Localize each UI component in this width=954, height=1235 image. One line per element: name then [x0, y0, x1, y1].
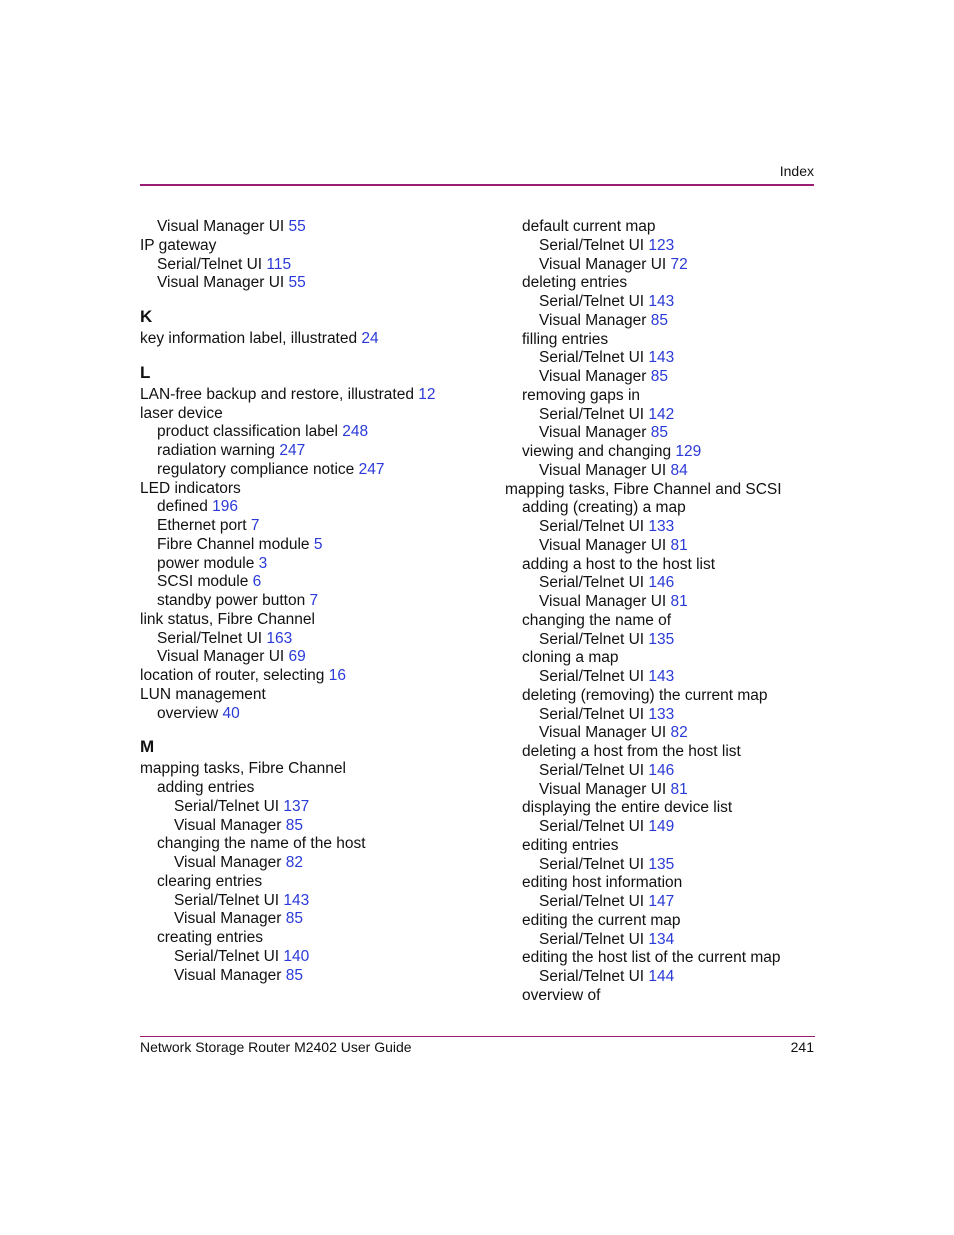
- index-entry-term: changing the name of: [522, 611, 672, 629]
- index-entry: [140, 461, 480, 480]
- index-entry-term: Visual Manager UI: [157, 274, 285, 292]
- index-entry-term: Serial/Telnet UI: [539, 968, 645, 985]
- index-entry: [140, 630, 480, 649]
- index-entry-term: filling entries: [522, 330, 609, 348]
- index-entry-term: Visual Manager: [174, 966, 282, 984]
- index-entry: [140, 405, 480, 424]
- index-page-link[interactable]: 81: [670, 593, 688, 610]
- index-entry: [505, 593, 835, 612]
- index-entry-term: overview: [157, 704, 219, 722]
- index-entry: [505, 556, 835, 575]
- header-rule: [140, 184, 814, 186]
- index-entry: [140, 873, 480, 892]
- index-entry: [140, 854, 480, 873]
- index-entry-term: Serial/Telnet UI: [539, 761, 645, 779]
- index-entry-term: Serial/Telnet UI: [539, 405, 645, 423]
- index-entry: [140, 274, 480, 293]
- index-entry: [505, 762, 835, 781]
- index-entry: [505, 368, 835, 387]
- index-entry-term: creating entries: [157, 929, 263, 946]
- index-entry: [140, 892, 480, 911]
- index-entry-term: Serial/Telnet UI: [157, 255, 263, 273]
- index-entry-term: editing host information: [522, 874, 683, 892]
- index-entry-term: displaying the entire device list: [522, 799, 733, 817]
- footer-document-title: Network Storage Router M2402 User Guide: [140, 1039, 412, 1055]
- index-entry-term: SCSI module: [157, 573, 249, 591]
- index-page-link[interactable]: 144: [648, 968, 675, 985]
- index-page-link[interactable]: 248: [342, 423, 369, 441]
- index-entry: [505, 274, 835, 293]
- index-page-link[interactable]: 85: [650, 368, 668, 385]
- index-entry: [140, 779, 480, 798]
- index-entry-term: IP gateway: [140, 236, 217, 254]
- index-entry: [505, 743, 835, 762]
- index-entry: [140, 555, 480, 574]
- index-page-link[interactable]: 135: [648, 855, 675, 873]
- index-entry: [505, 874, 835, 893]
- index-entry: [505, 706, 835, 725]
- index-entry-term: removing gaps in: [522, 386, 641, 404]
- index-entry: [505, 631, 835, 650]
- index-entry: [505, 799, 835, 818]
- index-entry-term: key information label, illustrated: [140, 330, 358, 347]
- index-entry-term: LED indicators: [140, 479, 241, 497]
- index-entry: [505, 856, 835, 875]
- index-page-link[interactable]: 16: [328, 667, 346, 684]
- index-entry-term: editing entries: [522, 836, 619, 854]
- index-entry: [140, 573, 480, 592]
- index-entry-term: Visual Manager UI: [157, 218, 285, 235]
- index-entry-term: Visual Manager UI: [157, 648, 285, 666]
- index-page-link[interactable]: 129: [675, 443, 702, 460]
- index-entry: [505, 499, 835, 518]
- index-entry-term: regulatory compliance notice: [157, 460, 355, 478]
- index-entry: [505, 293, 835, 312]
- index-entry-term: Fibre Channel module: [157, 535, 310, 553]
- index-entry: [505, 256, 835, 275]
- index-entry: [140, 948, 480, 967]
- index-page-link[interactable]: 143: [283, 891, 310, 909]
- index-page-link[interactable]: 82: [670, 724, 688, 742]
- index-entry: [140, 686, 480, 705]
- index-entry-term: link status, Fibre Channel: [140, 610, 315, 628]
- index-page-link[interactable]: 81: [670, 536, 688, 554]
- index-entry: [505, 237, 835, 256]
- index-entry-term: Visual Manager UI: [539, 724, 667, 742]
- index-entry-term: adding a host to the host list: [522, 555, 716, 573]
- index-entry: [505, 218, 835, 237]
- index-entry-term: Visual Manager: [174, 816, 282, 834]
- index-letter-heading: M: [140, 737, 155, 757]
- index-entry: [505, 462, 835, 481]
- index-page-link[interactable]: 85: [285, 816, 303, 834]
- index-entry-term: Visual Manager: [539, 368, 647, 385]
- index-page-link[interactable]: 146: [648, 574, 675, 592]
- index-page-link[interactable]: 72: [670, 255, 688, 273]
- index-entry: [505, 312, 835, 331]
- index-entry-term: Visual Manager: [174, 854, 282, 871]
- index-entry-term: Serial/Telnet UI: [539, 630, 645, 648]
- index-entry-term: mapping tasks, Fibre Channel and SCSI: [505, 480, 782, 498]
- index-entry: [505, 987, 835, 1006]
- index-entry: [140, 817, 480, 836]
- index-entry-term: adding (creating) a map: [522, 499, 686, 517]
- index-entry: [505, 424, 835, 443]
- index-entry-term: Serial/Telnet UI: [157, 629, 263, 647]
- index-entry: [140, 423, 480, 442]
- index-entry: [505, 687, 835, 706]
- index-entry: [140, 929, 480, 948]
- index-entry-term: deleting a host from the host list: [522, 743, 741, 760]
- index-entry-term: Visual Manager: [539, 311, 647, 329]
- index-entry: [505, 781, 835, 800]
- index-page-link[interactable]: 5: [313, 535, 323, 553]
- index-entry-term: Serial/Telnet UI: [539, 893, 645, 910]
- index-entry-term: power module: [157, 554, 255, 572]
- index-page-link[interactable]: 147: [648, 893, 675, 910]
- index-page-link[interactable]: 247: [358, 460, 385, 478]
- index-entry-term: Serial/Telnet UI: [174, 947, 280, 965]
- index-entry: [140, 667, 480, 686]
- index-entry: [140, 611, 480, 630]
- index-entry-term: Serial/Telnet UI: [539, 855, 645, 873]
- index-entry: [505, 893, 835, 912]
- index-page-link[interactable]: 7: [250, 517, 260, 534]
- index-entry-term: laser device: [140, 404, 223, 422]
- index-entry-term: viewing and changing: [522, 443, 672, 460]
- index-entry: [505, 968, 835, 987]
- index-page-link[interactable]: 143: [648, 293, 675, 310]
- index-entry: [140, 256, 480, 275]
- index-entry: [505, 837, 835, 856]
- index-entry-term: Serial/Telnet UI: [539, 518, 645, 535]
- index-entry: [140, 237, 480, 256]
- index-entry-term: Visual Manager UI: [539, 780, 667, 798]
- index-page-link[interactable]: 133: [648, 705, 675, 723]
- index-page-link[interactable]: 24: [361, 330, 379, 347]
- index-entry-term: Serial/Telnet UI: [539, 818, 645, 835]
- index-entry: [140, 498, 480, 517]
- index-page-link[interactable]: 55: [288, 274, 306, 292]
- index-entry: [140, 218, 480, 237]
- index-entry: [140, 386, 480, 405]
- index-entry-term: Visual Manager UI: [539, 461, 667, 479]
- index-entry: [505, 931, 835, 950]
- index-entry: [505, 443, 835, 462]
- index-entry-term: Serial/Telnet UI: [174, 797, 280, 815]
- index-entry: [140, 480, 480, 499]
- header-section-label: Index: [779, 163, 814, 179]
- index-entry: [140, 760, 480, 779]
- index-entry-term: Ethernet port: [157, 517, 247, 534]
- index-entry-term: Serial/Telnet UI: [539, 668, 645, 685]
- index-page-link[interactable]: 40: [222, 704, 240, 722]
- index-page-link[interactable]: 85: [285, 966, 303, 984]
- index-entry-term: editing the current map: [522, 911, 681, 929]
- index-page-link[interactable]: 6: [252, 573, 262, 591]
- index-entry-term: Serial/Telnet UI: [539, 574, 645, 592]
- index-page-link[interactable]: 69: [288, 648, 306, 666]
- index-entry: [505, 518, 835, 537]
- index-entry-term: product classification label: [157, 423, 338, 441]
- index-entry: [140, 648, 480, 667]
- index-page-link[interactable]: 134: [648, 930, 675, 948]
- footer-page-number: 241: [790, 1039, 814, 1055]
- index-page-link[interactable]: 163: [266, 629, 293, 647]
- index-page-link[interactable]: 143: [648, 349, 675, 367]
- index-entry-term: adding entries: [157, 779, 255, 796]
- index-page-link[interactable]: 55: [288, 218, 306, 235]
- index-page-link[interactable]: 3: [258, 554, 268, 572]
- index-entry: [505, 818, 835, 837]
- index-entry: [140, 330, 480, 349]
- index-entry-term: deleting (removing) the current map: [522, 686, 768, 704]
- index-entry-term: Serial/Telnet UI: [174, 891, 280, 909]
- index-entry: [505, 949, 835, 968]
- index-entry: [140, 517, 480, 536]
- index-letter-heading: L: [140, 362, 151, 382]
- index-entry-term: location of router, selecting: [140, 667, 325, 684]
- index-entry: [505, 406, 835, 425]
- index-page-link[interactable]: 7: [309, 592, 319, 609]
- index-page-link[interactable]: 12: [418, 385, 436, 403]
- index-entry: [505, 574, 835, 593]
- index-entry: [140, 442, 480, 461]
- index-entry-term: deleting entries: [522, 274, 628, 292]
- index-entry-term: editing the host list of the current map: [522, 949, 781, 967]
- index-page-link[interactable]: 115: [266, 255, 292, 273]
- index-entry: [140, 798, 480, 817]
- index-entry-term: standby power button: [157, 592, 306, 609]
- index-column-left: [140, 218, 480, 985]
- index-entry: [505, 537, 835, 556]
- index-letter-heading: K: [140, 307, 153, 326]
- index-entry: [140, 536, 480, 555]
- index-entry-term: overview of: [522, 986, 601, 1004]
- index-page-link[interactable]: 82: [285, 854, 303, 871]
- index-entry: [505, 668, 835, 687]
- index-page-link[interactable]: 196: [212, 498, 239, 516]
- index-entry: [140, 910, 480, 929]
- index-entry: [505, 349, 835, 368]
- index-entry: [505, 387, 835, 406]
- index-entry-term: Visual Manager UI: [539, 593, 667, 610]
- footer-rule: [140, 1036, 815, 1037]
- index-entry: [505, 912, 835, 931]
- index-entry-term: Serial/Telnet UI: [539, 236, 645, 254]
- index-entry-term: Visual Manager UI: [539, 255, 667, 273]
- index-page-link[interactable]: 84: [670, 461, 688, 479]
- index-page-link[interactable]: 135: [648, 630, 675, 648]
- index-entry-term: LAN-free backup and restore, illustrated: [140, 385, 414, 403]
- index-entry: [505, 724, 835, 743]
- index-page-link[interactable]: 133: [648, 518, 675, 535]
- index-entry: [505, 649, 835, 668]
- index-entry: [505, 612, 835, 631]
- index-entry: [140, 967, 480, 986]
- index-page-link[interactable]: 146: [648, 761, 675, 779]
- index-entry-term: defined: [157, 498, 208, 516]
- index-page-link[interactable]: 137: [283, 797, 310, 815]
- index-entry-term: cloning a map: [522, 649, 619, 667]
- index-page-link[interactable]: 143: [648, 668, 675, 685]
- index-page-link[interactable]: 85: [285, 910, 303, 928]
- index-entry: [140, 835, 480, 854]
- index-page-link[interactable]: 123: [648, 236, 675, 254]
- index-column-right: [505, 218, 835, 1006]
- index-entry-term: mapping tasks, Fibre Channel: [140, 760, 346, 778]
- index-entry-term: Serial/Telnet UI: [539, 293, 645, 310]
- index-entry: [505, 481, 835, 500]
- index-entry-term: Serial/Telnet UI: [539, 705, 645, 723]
- index-page-link[interactable]: 85: [650, 311, 668, 329]
- index-page-link[interactable]: 247: [279, 442, 306, 459]
- index-page-link[interactable]: 140: [283, 947, 310, 965]
- index-entry-term: Serial/Telnet UI: [539, 930, 645, 948]
- index-page-link[interactable]: 149: [648, 818, 675, 835]
- index-entry-term: Visual Manager: [174, 910, 282, 928]
- index-page-link[interactable]: 142: [648, 405, 675, 423]
- index-entry-term: changing the name of the host: [157, 835, 366, 853]
- index-entry-term: LUN management: [140, 685, 266, 703]
- index-entry-term: radiation warning: [157, 442, 276, 459]
- index-page-link[interactable]: 85: [650, 424, 668, 442]
- index-entry-term: default current map: [522, 218, 656, 235]
- index-entry-term: Visual Manager: [539, 424, 647, 442]
- index-entry-term: Serial/Telnet UI: [539, 349, 645, 367]
- index-entry-term: clearing entries: [157, 872, 263, 890]
- index-entry-term: Visual Manager UI: [539, 536, 667, 554]
- index-entry: [505, 331, 835, 350]
- index-entry: [140, 592, 480, 611]
- index-entry: [140, 705, 480, 724]
- index-page-link[interactable]: 81: [670, 780, 688, 798]
